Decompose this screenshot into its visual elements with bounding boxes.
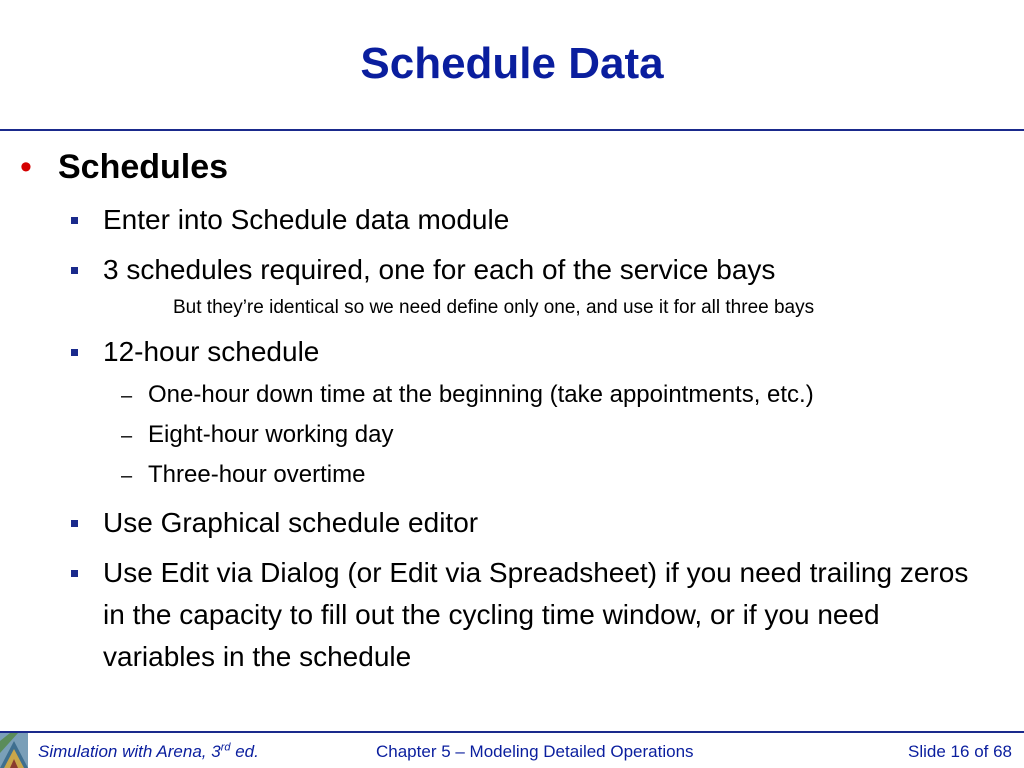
square-bullet-icon xyxy=(71,217,78,224)
dash-bullet-icon: – xyxy=(121,425,133,447)
subbullet-working-day: Eight-hour working day xyxy=(148,421,394,448)
bullet-enter-schedule: Enter into Schedule data module xyxy=(103,204,510,235)
square-bullet-icon xyxy=(71,570,78,577)
subbullet-overtime: Three-hour overtime xyxy=(148,461,366,488)
bullet-twelve-hour-schedule: 12-hour schedule xyxy=(103,336,320,367)
bullet-graphical-editor: Use Graphical schedule editor xyxy=(103,507,479,538)
bullet-three-schedules: 3 schedules required, one for each of the service bays xyxy=(103,254,776,285)
arena-logo-icon xyxy=(0,733,28,768)
bullet-level1: Schedules xyxy=(58,148,229,186)
square-bullet-icon xyxy=(71,267,78,274)
dash-bullet-icon: – xyxy=(121,385,133,407)
dash-bullet-icon: – xyxy=(121,465,133,487)
note-identical-schedules: But they’re identical so we need define only one, and use it for all three bays xyxy=(173,297,815,318)
footer-book-title: Simulation with Arena, 3rd ed. xyxy=(38,741,259,761)
square-bullet-icon xyxy=(71,520,78,527)
footer-chapter: Chapter 5 – Modeling Detailed Operations xyxy=(376,742,694,761)
footer-slide-number: Slide 16 of 68 xyxy=(908,742,1012,761)
bullet-dot-icon: • xyxy=(20,148,32,186)
subbullet-downtime: One-hour down time at the beginning (take appointments, etc.) xyxy=(148,381,814,408)
square-bullet-icon xyxy=(71,349,78,356)
footer-divider xyxy=(0,731,1024,733)
bullet-edit-via-dialog: Use Edit via Dialog (or Edit via Spreadsheet) if you need trailing zeros in the capacity to fill out the cycling time window, or if you need variables in the schedule xyxy=(103,557,969,672)
slide-title: Schedule Data xyxy=(360,39,664,88)
